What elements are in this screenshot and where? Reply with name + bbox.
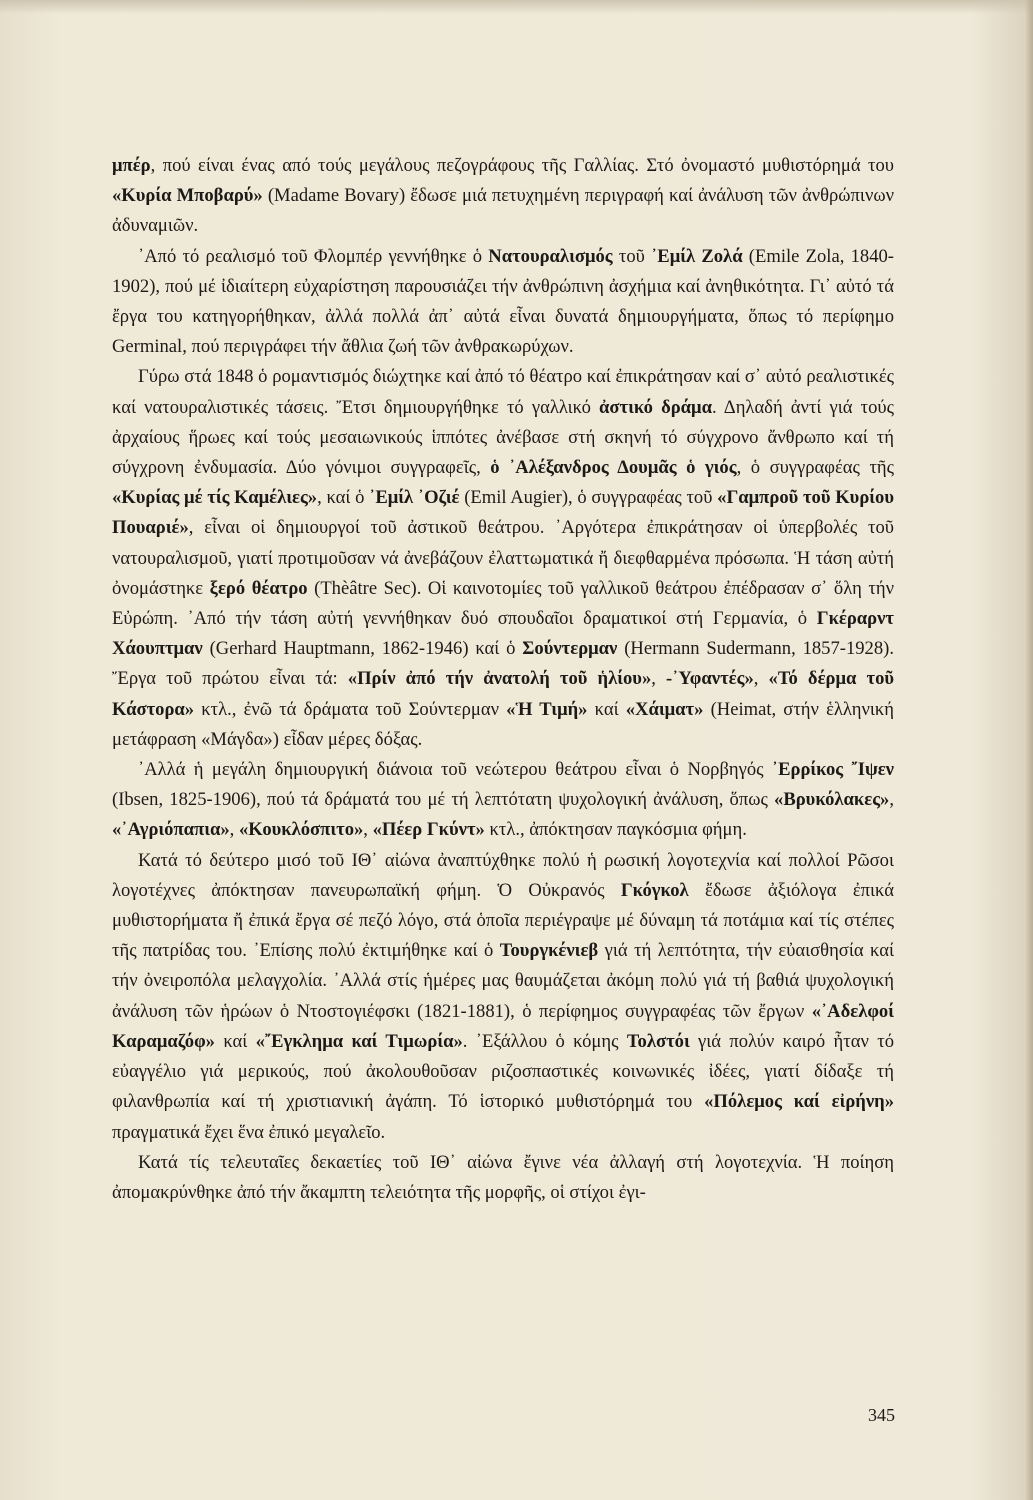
page-right-edge (1025, 0, 1033, 1500)
page-top-shadow (0, 0, 1033, 14)
bold-term: ᾽Ερρίκος ῎Ιψεν (771, 759, 894, 781)
bold-term: «Κουκλόσπιτο» (238, 819, 364, 841)
bold-term: ᾽Εμίλ Ζολά (651, 245, 743, 267)
bold-term: «Πρίν ἀπό τήν ἀνατολή τοῦ ἡλίου» (347, 668, 652, 690)
text-run: Κατά τίς τελευταῖες δεκαετίες τοῦ ΙΘ᾽ αἰώνα ἔγινε νέα ἀλλαγή στή λογοτεχνία. Ἡ ποίηση ἀπομακρύνθηκε ἀπό τήν ἄκαμπτη τελειότητα τῆς μορφῆς, οἱ στίχοι ἐγι- (112, 1151, 894, 1203)
text-run: , (753, 668, 769, 690)
bold-term: «᾽Αγριόπαπια» (112, 819, 230, 841)
bold-term: Νατουραλισμός (488, 245, 613, 267)
bold-term: «Πέερ Γκύντ» (372, 819, 485, 841)
bold-term: Σούντερμαν (522, 638, 618, 660)
text-run: πραγματικά ἔχει ἕνα ἐπικό μεγαλεῖο. (112, 1121, 386, 1143)
bold-term: «᾽Αδελφοί Καραμαζόφ» (112, 1000, 894, 1052)
text-run: , (363, 819, 373, 841)
bold-term: μπέρ (112, 155, 151, 176)
paragraph (112, 1148, 894, 1208)
bold-term: ᾽Εμίλ ᾽Οζιέ (369, 487, 460, 509)
text-run: . Δηλαδή ἀντί γιά τούς ἀρχαίους ἥρωες καί τούς μεσαιωνικούς ἱππότες ἀνέβασε στή σκηνή τό σύγχρονο ἄνθρωπο καί τή σύγχρονη ἐνδυμασία. Δύο γόνιμοι συγγραφεῖς, (112, 396, 894, 479)
bold-term: ἀστικό δράμα (599, 396, 712, 418)
bold-term: Γκόγκολ (620, 879, 689, 901)
text-run: καί (587, 698, 626, 720)
text-run: Κατά τό δεύτερο μισό τοῦ ΙΘ᾽ αἰώνα ἀναπτύχθηκε πολύ ἡ ρωσική λογοτεχνία καί πολλοί Ρῶσοι λογοτέχνες ἀπόκτησαν πανευρωπαϊκή φήμη. Ὁ Οὐκρανός (112, 849, 894, 901)
bold-term: ξερό θέατρο (209, 577, 308, 599)
text-run: , ὁ συγγραφέας τῆς (736, 457, 894, 479)
text-run: γιά τή λεπτότητα, τήν εὐαισθησία καί τήν ὀνειροπόλα μελαγχολία. ᾽Αλλά στίς ἡμέρες μας θαυμάζεται ἀκόμη πολύ γιά τή βαθιά ψυχολογική ἀνάλυση τῶν ἡρώων ὁ Ντοστογιέφσκι (1821-1881), ὁ περίφημος συγγραφέας τῶν ἔργων (112, 940, 894, 1022)
paragraph (112, 846, 894, 1148)
text-run: , (651, 668, 667, 690)
text-run: (Gerhard Hauptmann, 1862-1946) καί ὁ (202, 638, 523, 660)
text-run: , καί ὁ (317, 487, 370, 509)
bold-term: «Βρυκόλακες» (774, 789, 890, 811)
text-run: ἔδωσε ἀξιόλογα ἐπικά μυθιστορήματα ἤ ἐπικά ἔργα σέ πεζό λόγο, στά ὁποῖα περιέγραψε μέ δύναμη τά ποτάμια καί τίς στέπες τῆς πατρίδας του. ᾽Επίσης πολύ ἐκτιμήθηκε καί ὁ (112, 879, 894, 962)
text-run: τοῦ (612, 245, 652, 267)
text-run: Γύρω στά 1848 ὁ ρομαντισμός διώχτηκε καί ἀπό τό θέατρο καί ἐπικράτησαν καί σ᾽ αὐτό ρεαλιστικές καί νατουραλιστικές τάσεις. Ἔτσι δημιουργήθηκε τό γαλλικό (112, 366, 894, 418)
text-run: , (889, 789, 894, 811)
bold-term: «῎Εγκλημα καί Τιμωρία» (255, 1030, 463, 1052)
text-run: γιά πολύν καιρό ἦταν τό εὐαγγέλιο γιά μερικούς, πού ἀκολουθοῦσαν ριζοσπαστικές κοινωνικές ἰδέες, γιατί δίδαξε τή φιλανθρωπία καί τή χριστιανική ἀγάπη. Τό ἱστορικό μυθιστόρημά του (112, 1030, 894, 1113)
text-run: (Madame Bovary) ἔδωσε μιά πετυχημένη περιγραφή καί ἀνάλυση τῶν ἀνθρώπινων ἀδυναμιῶν. (112, 185, 894, 237)
text-run: (Thèâtre Sec). Οἱ καινοτομίες τοῦ γαλλικοῦ θεάτρου ἐπέδρασαν σ᾽ ὅλη τήν Εὐρώπη. ᾽Από τήν τάση αὐτή γεννήθηκαν δυό σπουδαῖοι δραματικοί στή Γερμανία, ὁ (112, 577, 894, 630)
text-run: κτλ., ἀπόκτησαν παγκόσμια φήμη. (484, 819, 747, 841)
text-run: . ᾽Εξάλλου ὁ κόμης (462, 1030, 627, 1052)
text-run: (Emile Zola, 1840-1902), πού μέ ἰδιαίτερη εὐχαρίστηση παρουσιάζει τήν ἀνθρώπινη ἀσχήμια καί ἀνηθικότητα. Γι᾽ αὐτό τά ἔργα του κατηγορήθηκαν, ἀλλά πολλά ἀπ᾽ αὐτά εἶναι δυνατά δημιουργήματα, ὅπως τό περίφημο Germinal, πού περιγράφει τήν ἄθλια ζωή τῶν ἀνθρακωρύχων. (112, 245, 894, 358)
bold-term: -᾽Υφαντές» (666, 668, 754, 690)
text-run: , εἶναι οἱ δημιουργοί τοῦ ἀστικοῦ θεάτρου. ᾽Αργότερα ἐπικράτησαν οἱ ὑπερβολές τοῦ νατουραλισμοῦ, γιατί προτιμοῦσαν νά ἀνεβάζουν ἐλαττωματικά ἤ διεφθαρμένα πρόσωπα. Ἡ τάση αὐτή ὀνομάστηκε (112, 517, 894, 599)
text-run: κτλ., ἐνῶ τά δράματα τοῦ Σούντερμαν (194, 698, 507, 720)
page-number: 345 (868, 1405, 895, 1425)
body-text (112, 151, 894, 1208)
paragraph (112, 242, 894, 363)
text-run: ᾽Από τό ρεαλισμό τοῦ Φλομπέρ γεννήθηκε ὁ (138, 245, 489, 267)
bold-term: Τουργκένιεβ (499, 940, 599, 962)
text-run: καί (214, 1030, 256, 1052)
text-run: (Hermann Sudermann, 1857-1928). Ἔργα τοῦ πρώτου εἶναι τά: (112, 638, 894, 690)
bold-term: «Γαμπροῦ τοῦ Κυρίου Πουαριέ» (112, 487, 894, 539)
text-run: , (229, 819, 239, 841)
text-run: , πού είναι ένας από τούς μεγάλους πεζογράφους τῆς Γαλλίας. Στό ὀνομαστό μυθιστόρημά του (150, 155, 894, 176)
bold-term: «Κυρίας μέ τίς Καμέλιες» (112, 487, 318, 509)
bold-term: «Χάιματ» (625, 698, 704, 720)
text-run: (Ibsen, 1825-1906), πού τά δράματά του μέ τή λεπτότατη ψυχολογική ἀνάλυση, ὅπως (112, 789, 775, 811)
text-run: (Heimat, στήν ἑλληνική μετάφραση «Μάγδα») εἶδαν μέρες δόξας. (112, 698, 894, 750)
paragraph (112, 755, 894, 846)
bold-term: ὁ ᾽Αλέξανδρος Δουμᾶς ὁ γιός (490, 457, 737, 479)
bold-term: «Κυρία Μποβαρύ» (112, 185, 263, 207)
bold-term: Τολστόι (626, 1030, 690, 1052)
text-run: (Emil Augier), ὁ συγγραφέας τοῦ (459, 487, 718, 509)
bold-term: «Ἡ Τιμή» (506, 698, 588, 720)
bold-term: «Τό δέρμα τοῦ Κάστορα» (112, 668, 895, 720)
bold-term: «Πόλεμος καί εἰρήνη» (704, 1091, 894, 1113)
paragraph (112, 362, 894, 755)
paragraph (112, 151, 894, 242)
text-run: ᾽Αλλά ἡ μεγάλη δημιουργική διάνοια τοῦ νεώτερου θεάτρου εἶναι ὁ Νορβηγός (138, 759, 772, 781)
bold-term: Γκέραρντ Χάουπτμαν (112, 608, 894, 660)
